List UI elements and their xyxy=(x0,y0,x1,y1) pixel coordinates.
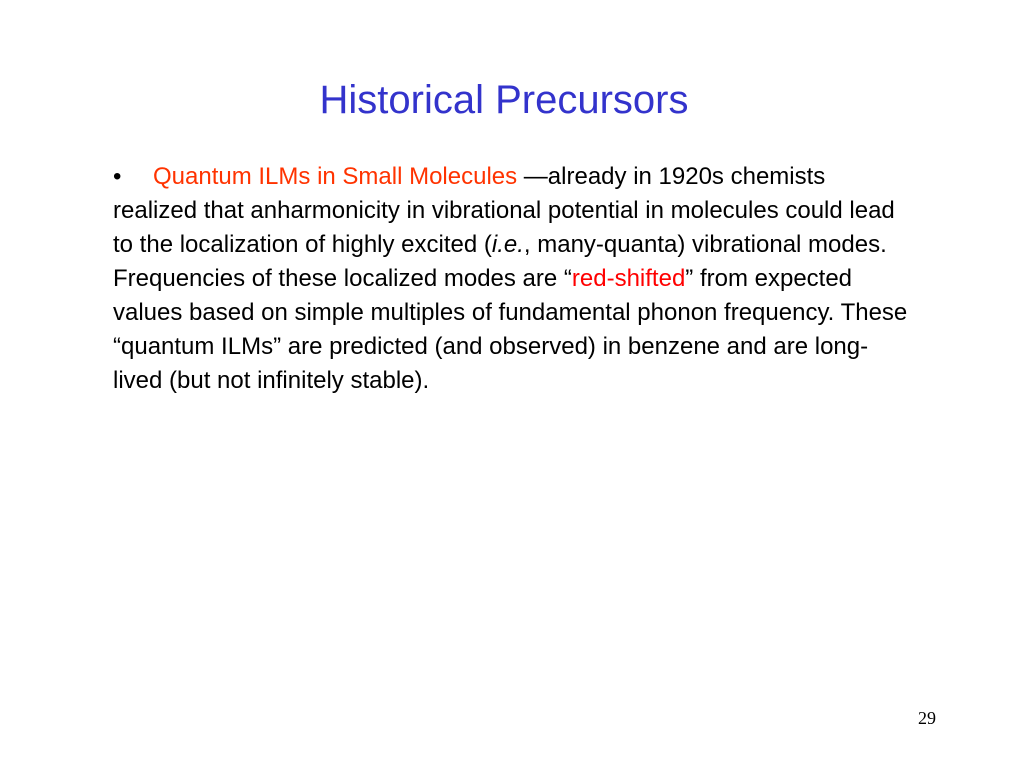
paragraph-text-3: ” from expected values based on simple multiples of fundamental phonon frequency. These “quantum ILMs” are predicted (and observed) in benzene and are long-lived (but not infinitely stable). xyxy=(113,265,908,394)
bullet-icon: • xyxy=(113,163,122,190)
paragraph-text-2: , many-quanta) vibrational modes. Frequencies of these localized modes are “ xyxy=(113,231,887,292)
page-number: 29 xyxy=(918,708,936,728)
italic-ie: i.e. xyxy=(491,231,524,258)
paragraph-text-1: —already in 1920s chemists realized that anharmonicity in vibrational potential in molecules could lead to the localization of highly excited ( xyxy=(113,163,895,258)
highlight-quantum-ilms: Quantum ILMs in Small Molecules xyxy=(153,163,518,190)
slide-title: Historical Precursors xyxy=(319,78,689,122)
highlight-red-shifted: red-shifted xyxy=(571,265,686,292)
bullet-paragraph xyxy=(113,160,913,398)
